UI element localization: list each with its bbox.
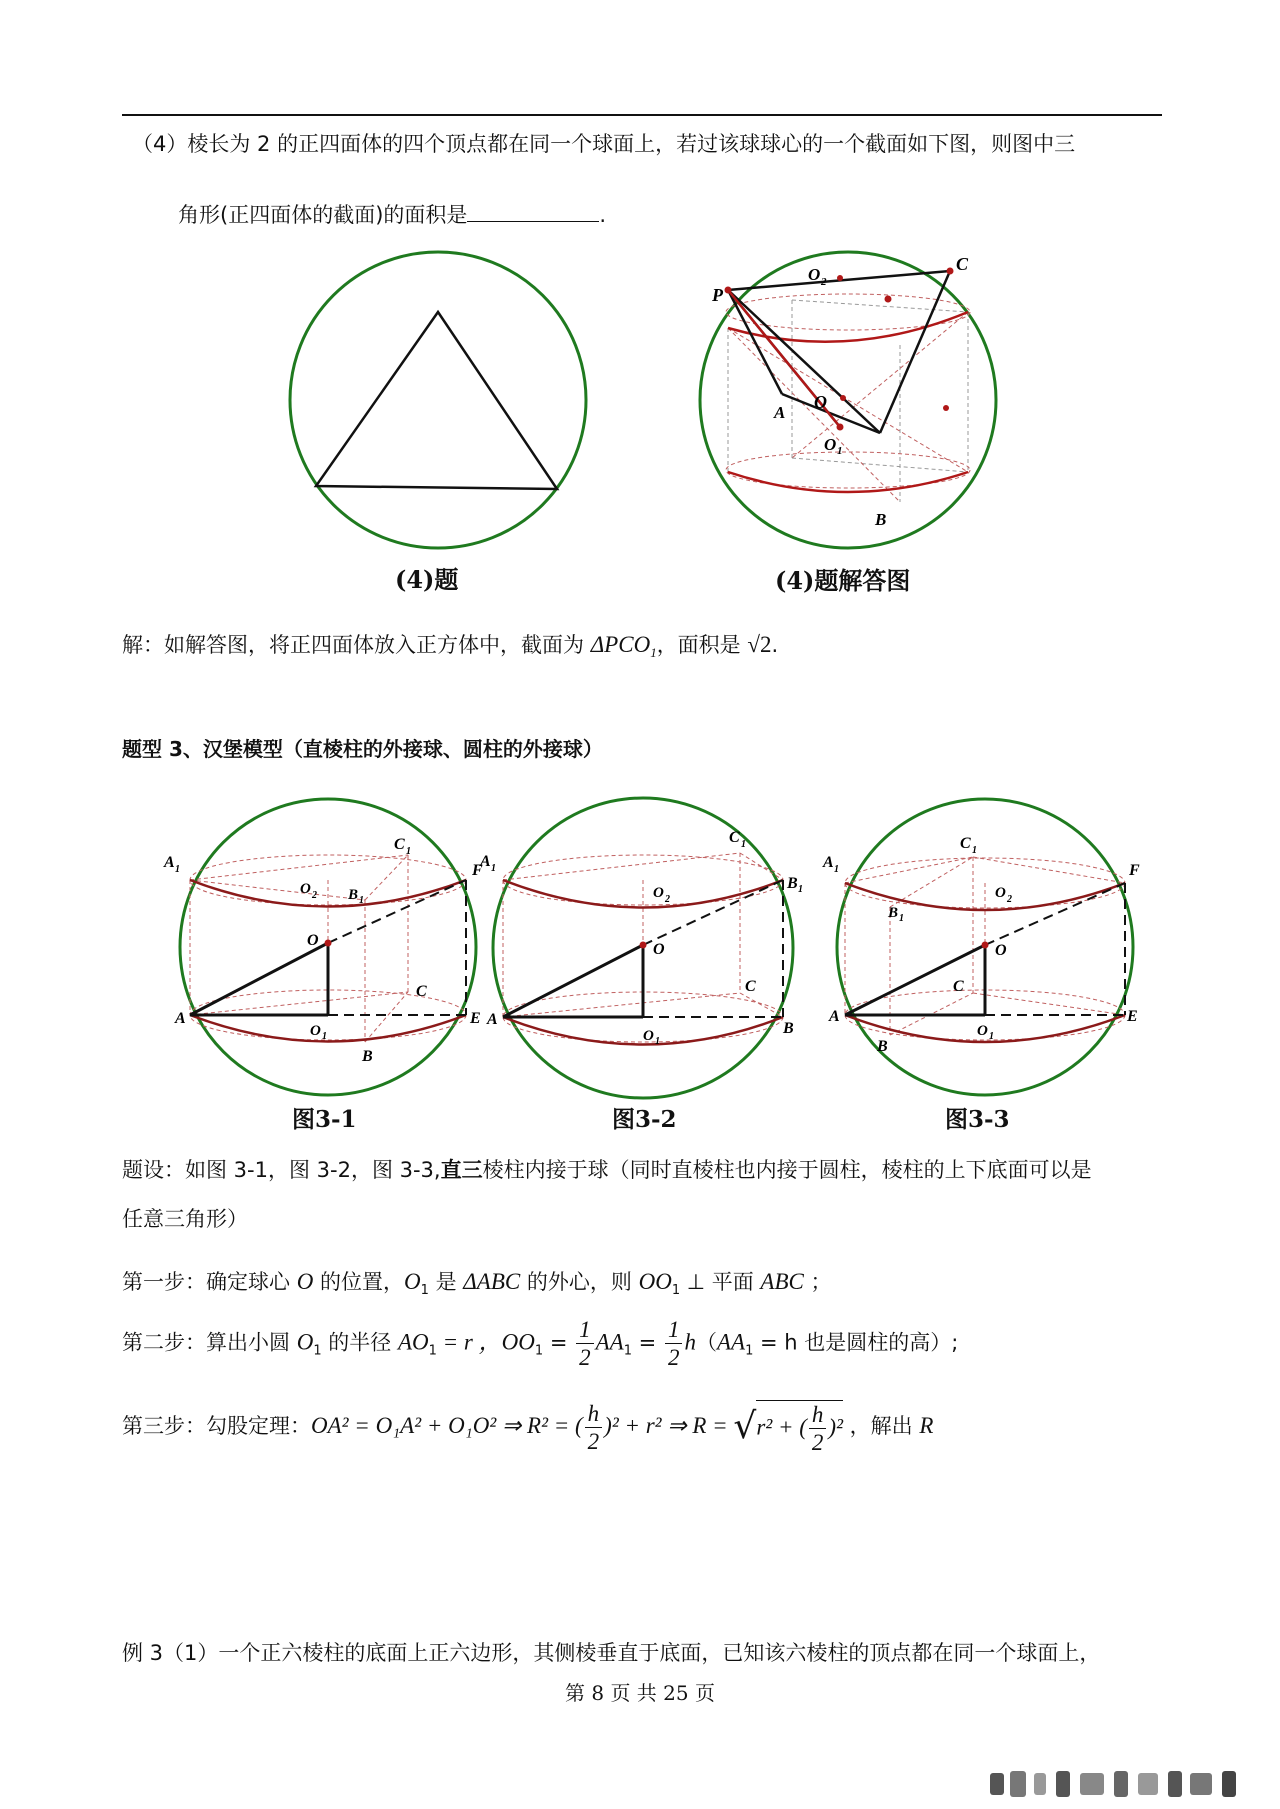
radius-OA	[190, 943, 328, 1015]
step3-b: ，解出	[842, 1414, 920, 1438]
step2-AA1b: AA	[716, 1329, 746, 1355]
step2-AO1-sub: 1	[428, 1343, 437, 1359]
caption-3-2: 图3-2	[612, 1106, 677, 1133]
step3-a: 第三步：勾股定理：	[122, 1414, 311, 1438]
point-O	[640, 942, 647, 949]
step3-line	[122, 1400, 933, 1454]
step2-eq: =	[543, 1330, 575, 1355]
step1-d: 的外心，则	[520, 1270, 639, 1294]
watermark-logo	[990, 1767, 1260, 1801]
label-A1: A	[480, 853, 491, 870]
label-B1-sub: 1	[798, 884, 803, 895]
radius-OA	[503, 945, 643, 1017]
label-E: E	[470, 1010, 481, 1027]
fraction-num: 1	[665, 1318, 683, 1344]
step2-OO1-sub: 1	[534, 1343, 544, 1359]
step1-c: 是	[428, 1270, 464, 1294]
label-A1: A	[823, 854, 834, 871]
label-O: O	[814, 392, 827, 412]
figure-3-1	[164, 795, 490, 1100]
label-O1: O	[824, 435, 837, 454]
label-B1-sub: 1	[359, 895, 364, 906]
label-C1-sub: 1	[972, 845, 977, 856]
label-O: O	[307, 932, 319, 949]
step3-eq1: OA² = O₁A² + O₁O² ⇒ R² = (	[311, 1413, 583, 1438]
step2-AA1: AA	[595, 1329, 624, 1355]
solution-triangle-sub: 1	[650, 645, 657, 661]
step3-R: R	[919, 1413, 934, 1438]
bottom-ellipse-front	[190, 1015, 466, 1042]
solution-value: √2	[747, 632, 772, 657]
radicand-a: r² + (	[756, 1414, 807, 1440]
label-C: C	[953, 978, 964, 995]
label-C1-sub: 1	[406, 846, 411, 857]
step1-line	[122, 1267, 832, 1300]
caption-3-3: 图3-3	[945, 1106, 1010, 1133]
step2-a: 第二步：算出小圆	[122, 1330, 297, 1355]
label-O2: O	[808, 265, 821, 284]
sphere-circle	[700, 252, 996, 548]
step1-ABC: ABC	[760, 1269, 804, 1294]
fraction-h-over-2-root	[809, 1403, 827, 1454]
label-O: O	[995, 942, 1007, 959]
step2-line	[122, 1318, 958, 1369]
label-O2-sub: 2	[1007, 894, 1012, 905]
label-F: F	[472, 862, 483, 879]
figure-4-question	[280, 252, 600, 572]
step2-O1: O	[296, 1329, 314, 1355]
section-triangle	[316, 312, 557, 489]
caption-right: (4)题解答图	[775, 566, 911, 595]
bottom-ellipse-front	[728, 472, 968, 492]
point-O	[982, 942, 989, 949]
fraction-den: 2	[587, 1428, 600, 1454]
solution-triangle: ΔPCO	[590, 632, 651, 657]
step1-OO1-sub: 1	[671, 1283, 681, 1299]
tetrahedron	[728, 271, 950, 433]
solution-mid: ，面积是	[656, 633, 748, 657]
label-A: A	[829, 1008, 840, 1025]
solution-prefix: 解：如解答图，将正四面体放入正方体中，截面为	[122, 633, 591, 657]
label-P: P	[712, 285, 723, 305]
step1-triangle: ΔABC	[463, 1269, 521, 1294]
step1-O: O	[296, 1269, 314, 1294]
figure-4-solution	[690, 250, 1010, 560]
label-O1-sub: 1	[322, 1031, 327, 1042]
fraction-half-1	[576, 1318, 594, 1369]
label-C1: C	[960, 835, 971, 852]
figure-3-3	[825, 795, 1145, 1100]
label-O2: O	[300, 881, 311, 897]
solution-line	[122, 630, 778, 662]
problem-4-line2-text: 角形(正四面体的截面)的面积是	[178, 203, 468, 227]
label-C: C	[416, 983, 427, 1000]
step2-OO1: OO	[501, 1329, 535, 1355]
label-A1: A	[164, 854, 175, 871]
fraction-den: 2	[667, 1345, 680, 1370]
step3-eq2: )² + r² ⇒ R =	[604, 1413, 734, 1438]
fraction-num: h	[585, 1402, 603, 1428]
label-B: B	[877, 1038, 888, 1055]
step2-d: = h 也是圆柱的高）;	[753, 1330, 959, 1355]
label-C1: C	[729, 829, 740, 846]
label-O1-sub: 1	[837, 445, 843, 457]
step2-AA1-sub: 1	[623, 1343, 632, 1359]
label-O2: O	[995, 885, 1006, 901]
label-A: A	[774, 403, 786, 422]
label-A1-sub: 1	[834, 864, 839, 875]
label-B1: B	[888, 905, 899, 921]
label-C1-sub: 1	[741, 839, 746, 850]
fraction-half-2	[665, 1318, 683, 1369]
label-C: C	[745, 978, 756, 995]
step1-O1: O	[404, 1269, 421, 1294]
setup-line1	[122, 1157, 1092, 1184]
fraction-num: 1	[576, 1318, 594, 1344]
radicand-b: )²	[828, 1414, 843, 1440]
label-O1: O	[643, 1028, 654, 1044]
step1-a: 第一步：确定球心	[122, 1270, 297, 1294]
radius-OA	[845, 945, 985, 1015]
figure-3-2	[480, 790, 805, 1100]
label-A1-sub: 1	[175, 864, 180, 875]
problem-4-line2	[178, 202, 606, 229]
label-B1: B	[787, 875, 798, 892]
sphere-circle	[290, 252, 586, 548]
step1-OO1: OO	[638, 1269, 672, 1294]
label-A: A	[175, 1010, 186, 1027]
label-O1: O	[977, 1023, 988, 1039]
caption-left: (4)题	[395, 565, 459, 594]
section-3-title: 题型 3、汉堡模型（直棱柱的外接球、圆柱的外接球）	[122, 737, 603, 761]
step2-h: h	[684, 1329, 696, 1355]
label-O1-sub: 1	[655, 1036, 660, 1047]
page-footer: 第 8 页 共 25 页	[565, 1681, 715, 1705]
setup-line1-a: 题设：如图 3-1，图 3-2，图 3-3,	[122, 1158, 441, 1182]
step2-O1-sub: 1	[313, 1343, 322, 1359]
caption-3-1: 图3-1	[292, 1106, 357, 1133]
label-B: B	[875, 510, 887, 529]
step2-AO1: AO	[397, 1329, 429, 1355]
label-O2-sub: 2	[312, 890, 317, 901]
label-E: E	[1127, 1008, 1138, 1025]
label-O2-sub: 2	[821, 276, 827, 288]
fraction-num: h	[809, 1403, 827, 1429]
label-F: F	[1129, 862, 1140, 879]
label-B: B	[362, 1048, 373, 1065]
setup-line1-b: 棱柱内接于球（同时直棱柱也内接于圆柱，棱柱的上下底面可以是	[482, 1158, 1092, 1182]
example-3-line: 例 3（1）一个正六棱柱的底面上正六边形，其侧棱垂直于底面，已知该六棱柱的顶点都在同一个球面上，	[122, 1641, 1101, 1665]
step2-eq2: =	[632, 1330, 663, 1355]
step2-AA1b-sub: 1	[745, 1343, 754, 1359]
label-B1: B	[348, 887, 359, 903]
fraction-h-over-2	[585, 1402, 603, 1453]
label-A1-sub: 1	[491, 863, 496, 874]
setup-line1-bold: 直三	[440, 1158, 483, 1182]
label-A: A	[487, 1011, 498, 1028]
problem-4-line1: （4）棱长为 2 的正四面体的四个顶点都在同一个球面上，若过该球球心的一个截面如下图，则图中三	[132, 132, 1076, 156]
label-O1: O	[310, 1023, 321, 1039]
dashed-OF	[985, 883, 1125, 945]
problem-4-line2-end: .	[599, 203, 607, 227]
label-O2: O	[653, 885, 664, 901]
point-O	[325, 940, 332, 947]
fraction-den: 2	[579, 1345, 591, 1370]
step1-O1-sub: 1	[420, 1283, 429, 1299]
top-ellipse-front	[728, 312, 968, 342]
step2-c: （	[695, 1330, 717, 1355]
step1-b: 的位置，	[313, 1270, 404, 1294]
radical-sign: √	[733, 1406, 757, 1447]
radicand	[756, 1400, 843, 1454]
step1-f: ；	[803, 1270, 832, 1294]
setup-line2: 任意三角形）	[122, 1207, 248, 1231]
label-O1-sub: 1	[989, 1031, 994, 1042]
label-C1: C	[394, 836, 405, 853]
answer-blank	[467, 203, 599, 222]
label-O2-sub: 2	[665, 894, 670, 905]
fraction-den: 2	[811, 1430, 824, 1455]
cube-dashed	[728, 300, 968, 502]
label-B: B	[783, 1020, 794, 1037]
step2-b: 的半径	[321, 1330, 398, 1355]
label-B1-sub: 1	[899, 913, 904, 924]
dashed-OB1	[643, 880, 783, 945]
step2-eq-r: = r ，	[436, 1329, 502, 1355]
step1-e: ⊥ 平面	[680, 1270, 761, 1294]
label-O: O	[653, 941, 665, 958]
solution-end: .	[771, 633, 779, 657]
label-C: C	[956, 254, 969, 274]
header-rule	[122, 114, 1162, 116]
